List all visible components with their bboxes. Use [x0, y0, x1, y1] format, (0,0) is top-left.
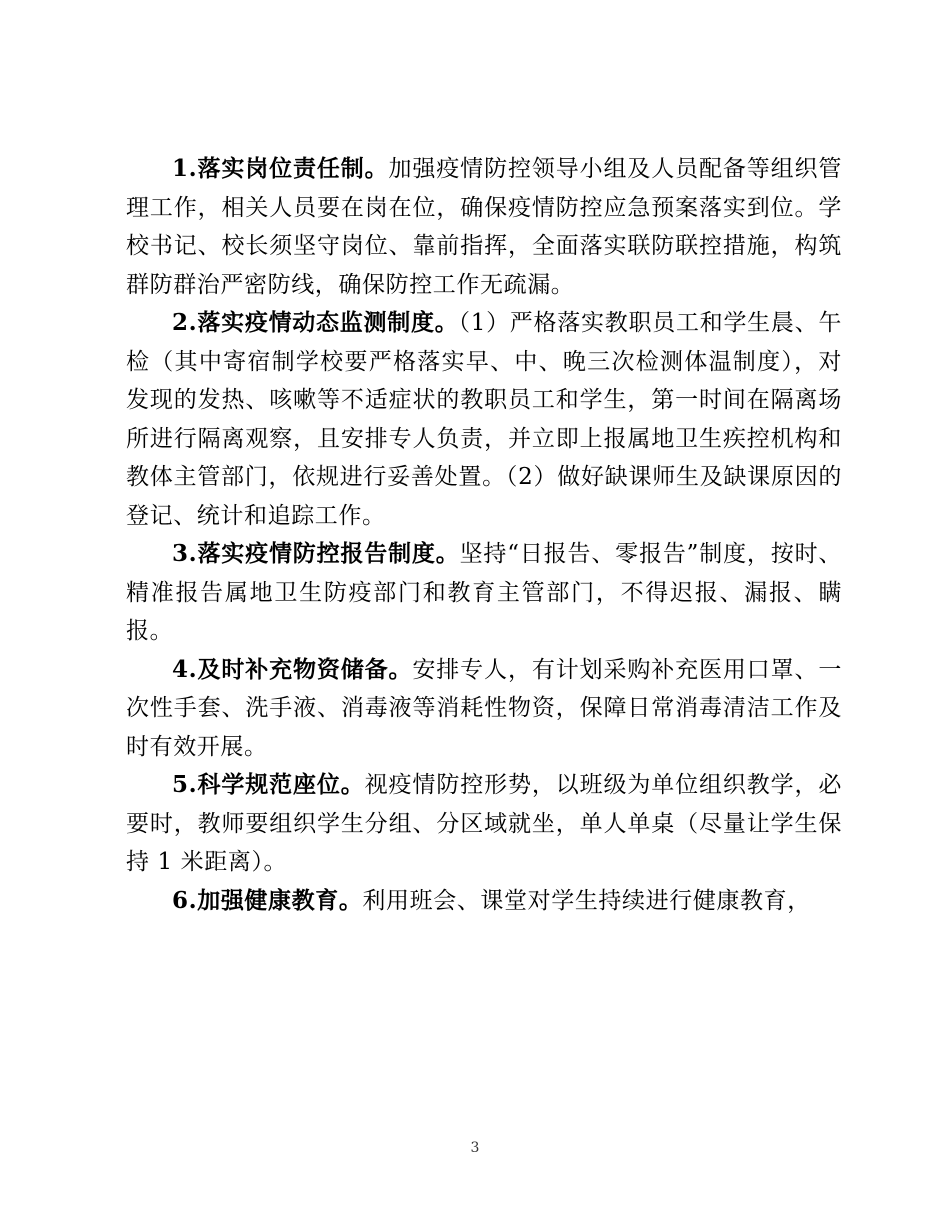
paragraph-heading: 落实疫情动态监测制度。 — [197, 309, 459, 336]
paragraph-text: 视疫情防控形势，以班级为单位组织教学，必要时，教师要组织学生分组、分区域就坐，单人单桌（尽量让学生保持 1 米距离）。 — [126, 772, 843, 875]
paragraph-text: 坚持“日报告、零报告”制度，按时、精准报告属地卫生防疫部门和教育主管部门，不得迟报、漏报、瞒报。 — [126, 541, 842, 644]
paragraph-number: 5. — [172, 771, 198, 798]
paragraph-heading: 科学规范座位。 — [197, 771, 365, 798]
paragraph-4 — [126, 651, 842, 767]
paragraph-number: 1. — [172, 155, 198, 182]
paragraph-heading: 及时补充物资储备。 — [197, 655, 413, 683]
paragraph-text: 安排专人，有计划采购补充医用口罩、一次性手套、洗手液、消毒液等消耗性物资，保障日常消毒清洁工作及时有效开展。 — [126, 656, 842, 760]
paragraph-text: 利用班会、课堂对学生持续进行健康教育， — [362, 887, 811, 914]
paragraph-2 — [126, 304, 842, 535]
document-body — [126, 150, 842, 920]
paragraph-number: 2. — [172, 309, 198, 336]
paragraph-heading: 落实疫情防控报告制度。 — [197, 540, 460, 567]
paragraph-heading: 落实岗位责任制。 — [197, 155, 389, 182]
paragraph-heading: 加强健康教育。 — [197, 886, 363, 914]
paragraph-6 — [126, 882, 842, 921]
paragraph-1 — [126, 150, 842, 304]
page-number: 3 — [470, 1140, 480, 1156]
paragraph-number: 3. — [172, 540, 198, 567]
paragraph-text: 加强疫情防控领导小组及人员配备等组织管理工作，相关人员要在岗在位，确保疫情防控应急预案落实到位。学校书记、校长须坚守岗位、靠前指挥，全面落实联防联控措施，构筑群防群治严密防线，确保防控工作无疏漏。 — [126, 156, 842, 298]
paragraph-3 — [126, 535, 842, 651]
paragraph-number: 4. — [172, 655, 198, 683]
paragraph-5 — [126, 766, 842, 882]
paragraph-number: 6. — [172, 886, 198, 914]
paragraph-text: （1）严格落实教职员工和学生晨、午检（其中寄宿制学校要严格落实早、中、晚三次检测体温制度），对发现的发热、咳嗽等不适症状的教职员工和学生，第一时间在隔离场所进行隔离观察，且安排专人负责，并立即上报属地卫生疾控机构和教体主管部门，依规进行妥善处置。（2）做好缺课师生及缺课原因的登记、统计和追踪工作。 — [126, 310, 842, 529]
